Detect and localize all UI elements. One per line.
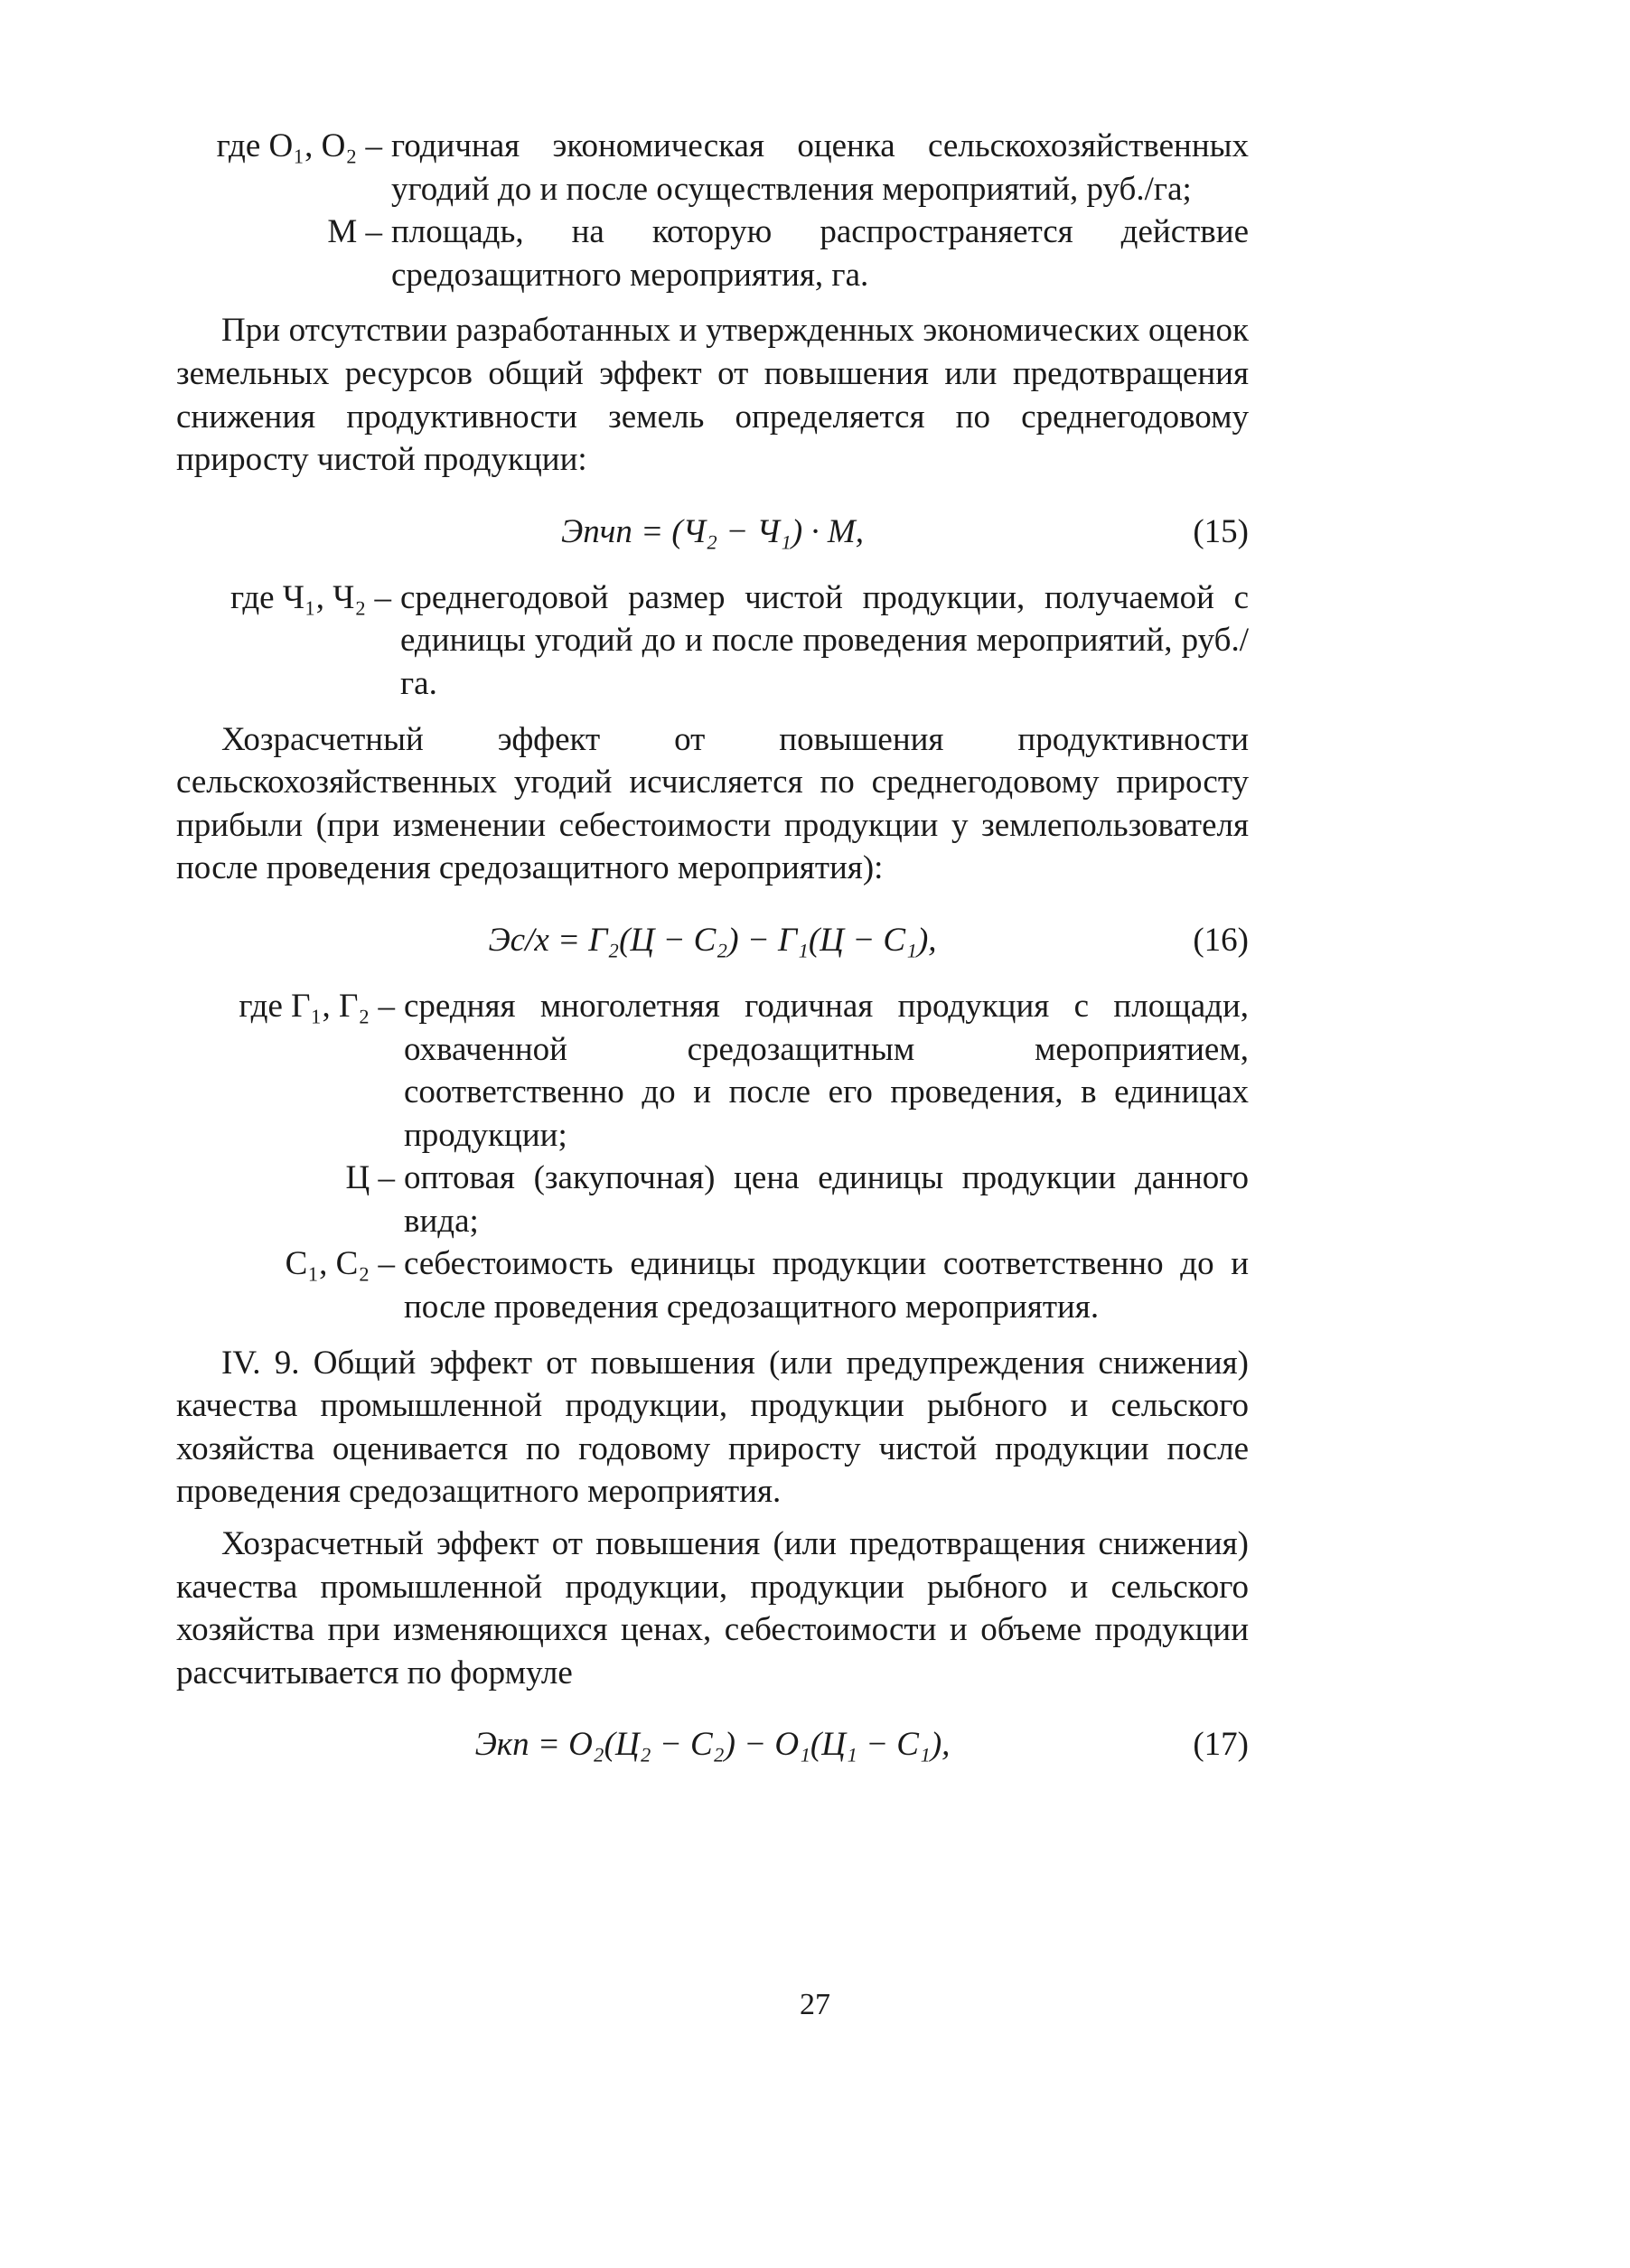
definition-term: Ц – [345,1159,395,1197]
definition-term: где Г₁, Г₂ – [239,987,395,1025]
definition-m [176,211,1249,296]
definition-c1-c2 [176,1242,1249,1328]
paragraph: При отсутствии разработанных и утвержденных экономических оценок земельных ресурсов общий эффект от повышения или предотвращения снижения продуктивности земель определяется по среднегодовому приросту чистой продукции: [176,312,1249,479]
formula-expression: Эпчп = (Ч₂ − Ч₁) · М, [561,512,864,550]
definition-text: оптовая (закупочная) цена единицы продукции данного вида; [404,1159,1249,1240]
definition-text: годичная экономическая оценка сельскохозяйственных угодий до и после осуществления мероприятий, руб./га; [391,127,1249,208]
paragraph: IV. 9. Общий эффект от повышения (или предупреждения снижения) качества промышленной продукции, продукции рыбного и сельского хозяйства оценивается по годовому приросту чистой продукции после проведения средозащитного мероприятия. [176,1344,1249,1511]
definition-term: С₁, С₂ – [285,1245,395,1283]
definitions-list-1 [176,125,1249,296]
definition-term: где Ч₁, Ч₂ – [230,578,391,616]
definition-c [176,1157,1249,1242]
formula-15 [176,491,1249,576]
page-body [176,125,1249,1789]
definition-text: площадь, на которую распространяется действие средозащитного мероприятия, га. [391,213,1249,294]
definition-term: где О₁, О₂ – [216,127,382,164]
definitions-list-3 [176,985,1249,1329]
formula-expression: Эс/х = Г₂(Ц − С₂) − Г₁(Ц − С₁), [488,921,937,959]
definition-g1-g2 [176,985,1249,1157]
definition-text: средняя многолетняя годичная продукция с площади, охваченной средозащитным мероприятием, соответственно до и после его проведения, в единицах продукции; [404,987,1249,1154]
formula-17 [176,1703,1249,1789]
paragraph: Хозрасчетный эффект от повышения продуктивности сельскохозяйственных угодий исчисляется по среднегодовому приросту прибыли (при изменении себестоимости продукции у землепользователя после проведения средозащитного мероприятия): [176,720,1249,887]
formula-expression: Экп = О₂(Ц₂ − С₂) − О₁(Ц₁ − С₁), [474,1726,951,1764]
definition-o1-o2 [176,125,1249,211]
definition-text: среднегодовой размер чистой продукции, получаемой с единицы угодий до и после проведения мероприятий, руб./га. [400,578,1249,702]
definition-term: М – [327,213,382,251]
page-number: 27 [800,1988,830,2021]
formula-number: (16) [1193,921,1249,959]
definition-ch1-ch2 [176,576,1249,706]
formula-number: (17) [1193,1726,1249,1764]
formula-number: (15) [1193,512,1249,550]
definition-text: себестоимость единицы продукции соответственно до и после проведения средозащитного мероприятия. [404,1245,1249,1326]
formula-16 [176,899,1249,985]
paragraph: Хозрасчетный эффект от повышения (или предотвращения снижения) качества промышленной продукции, продукции рыбного и сельского хозяйства при изменяющихся ценах, себестоимости и объеме продукции рассчитывается по формуле [176,1525,1249,1692]
definitions-list-2 [176,576,1249,706]
